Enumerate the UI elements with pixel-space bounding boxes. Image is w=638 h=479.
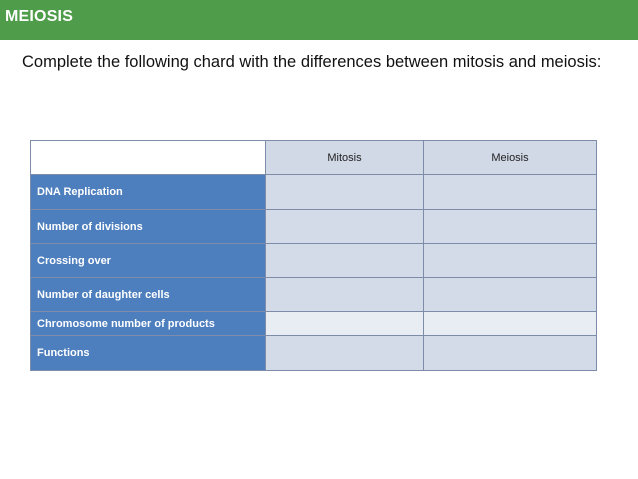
row-header-chromosome-number-of-products: Chromosome number of products	[31, 312, 266, 336]
cell-mitosis-chromosome-number-of-products[interactable]	[266, 312, 424, 336]
cell-meiosis-number-of-divisions[interactable]	[424, 210, 597, 244]
column-header-mitosis: Mitosis	[266, 141, 424, 175]
cell-meiosis-number-of-daughter-cells[interactable]	[424, 278, 597, 312]
row-header-dna-replication: DNA Replication	[31, 175, 266, 210]
table-row	[31, 336, 597, 371]
cell-mitosis-number-of-divisions[interactable]	[266, 210, 424, 244]
table-corner	[31, 141, 266, 175]
row-header-functions: Functions	[31, 336, 266, 371]
slide-title: MEIOSIS	[5, 8, 74, 25]
table-row	[31, 312, 597, 336]
cell-mitosis-dna-replication[interactable]	[266, 175, 424, 210]
table-row	[31, 175, 597, 210]
row-header-crossing-over: Crossing over	[31, 244, 266, 278]
row-header-number-of-daughter-cells: Number of daughter cells	[31, 278, 266, 312]
cell-meiosis-dna-replication[interactable]	[424, 175, 597, 210]
cell-mitosis-functions[interactable]	[266, 336, 424, 371]
comparison-table	[30, 140, 597, 371]
cell-meiosis-chromosome-number-of-products[interactable]	[424, 312, 597, 336]
table-row	[31, 278, 597, 312]
table-row	[31, 244, 597, 278]
table-row	[31, 210, 597, 244]
column-header-meiosis: Meiosis	[424, 141, 597, 175]
cell-meiosis-functions[interactable]	[424, 336, 597, 371]
cell-mitosis-number-of-daughter-cells[interactable]	[266, 278, 424, 312]
instructions-text: Complete the following chard with the differences between mitosis and meiosis:	[22, 53, 602, 71]
cell-meiosis-crossing-over[interactable]	[424, 244, 597, 278]
title-bar	[0, 0, 638, 40]
cell-mitosis-crossing-over[interactable]	[266, 244, 424, 278]
row-header-number-of-divisions: Number of divisions	[31, 210, 266, 244]
